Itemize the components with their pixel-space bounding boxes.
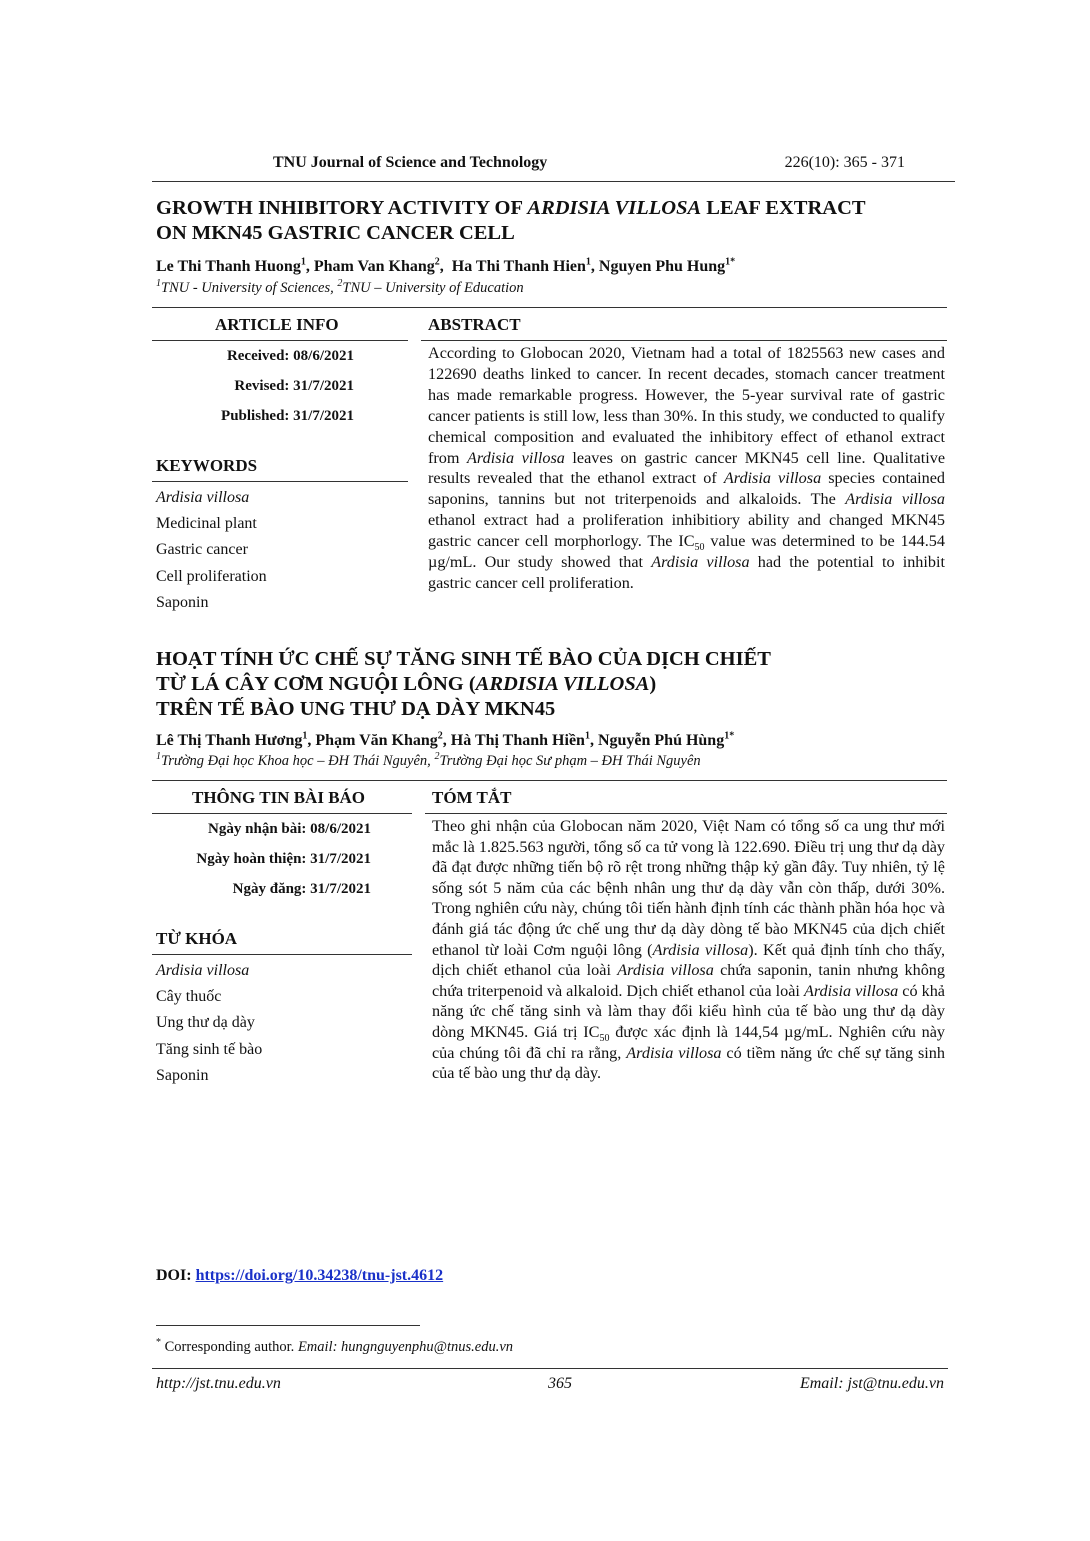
keyword: Saponin xyxy=(156,594,209,611)
volume-pages: 226(10): 365 - 371 xyxy=(784,154,905,171)
published-date: Published: 31/7/2021 xyxy=(221,408,354,424)
author-email: hungnguyenphu@tnus.edu.vn xyxy=(341,1339,514,1355)
abstract-heading: TÓM TẮT xyxy=(432,788,512,807)
english-affiliations: $^1$TNU - University of Sciences, $^2$TNU – University of Education xyxy=(156,278,524,296)
journal-name: TNU Journal of Science and Technology xyxy=(273,154,548,171)
divider xyxy=(152,307,947,308)
footer-url: http://jst.tnu.edu.vn xyxy=(156,1375,281,1392)
english-authors: Le Thi Thanh Huong$^1$, Pham Van Khang$^2$, Ha Thi Thanh Hien$^1$, Nguyen Phu Hung$^{1*}$ xyxy=(156,256,736,275)
vietnamese-authors: Lê Thị Thanh Hương$^1$, Phạm Văn Khang$^2$, Hà Thị Thanh Hiền$^1$, Nguyễn Phú Hùng$^{1*}$ xyxy=(156,730,735,749)
page-number: 365 xyxy=(548,1375,572,1392)
divider xyxy=(152,813,412,814)
keyword: Ardisia villosa xyxy=(156,489,250,506)
keyword: Tăng sinh tế bào xyxy=(156,1041,263,1058)
vietnamese-affiliations: $^1$Trường Đại học Khoa học – ĐH Thái Nguyên, $^2$Trường Đại học Sư phạm – ĐH Thái Nguyên xyxy=(156,751,701,769)
keyword: Medicinal plant xyxy=(156,515,257,532)
revised-date: Ngày hoàn thiện: 31/7/2021 xyxy=(196,851,371,867)
header-divider xyxy=(152,181,955,182)
keyword: Gastric cancer xyxy=(156,541,248,558)
footer-email: Email: jst@tnu.edu.vn xyxy=(799,1375,944,1392)
article-info-heading: THÔNG TIN BÀI BÁO xyxy=(192,788,366,807)
keyword: Cell proliferation xyxy=(156,568,267,585)
keyword: Ung thư dạ dày xyxy=(156,1014,255,1031)
vietnamese-abstract: Theo ghi nhận của Globocan năm 2020, Việt Nam có tổng số ca ung thư mới mắc là 1.825.563 người, tổng số ca tử vong là 122.690. Điều trị ung thư dạ dày đã đạt được những tiến bộ rõ rệt trong những thập kỷ gần đây. Tuy nhiên, tỷ lệ sống sót 5 năm của các bệnh nhân ung thư dạ dày vẫn còn thấp, dưới 30%. Trong nghiên cứu này, chúng tôi tiến hành định tính các thành phần hóa học và đánh giá tác động ức chế ung thư dạ dày dòng tế bào MKN45 của dịch chiết ethanol từ loài Cơm nguội lông (Ardisia villosa). Kết quả định tính cho thấy, dịch chiết ethanol của loài Ardisia villosa chứa saponin, tanin nhưng không chứa triterpenoid và alkaloid. Dịch chiết ethanol của loài Ardisia villosa có khả năng ức chế tăng sinh và làm thay đổi kiểu hình của tế bào ung thư dạ dày dòng MKN45. Giá trị $IC_{50}$ được xác định là 144,54 µg/mL. Nghiên cứu này của chúng tôi đã chỉ ra rằng, Ardisia villosa có tiềm năng ức chế sự tăng sinh của tế bào ung thư dạ dày. xyxy=(432,817,945,1083)
keywords-heading: KEYWORDS xyxy=(156,456,258,475)
received-date: Received: 08/6/2021 xyxy=(226,348,354,364)
divider xyxy=(152,954,412,955)
divider xyxy=(152,780,947,781)
keyword: Ardisia villosa xyxy=(156,962,250,979)
doi-link[interactable]: https://doi.org/10.34238/tnu-jst.4612 xyxy=(195,1267,444,1284)
keyword: Saponin xyxy=(156,1067,209,1084)
keyword: Cây thuốc xyxy=(156,988,222,1005)
corresponding-author-note: * Corresponding author. Email: hungnguyenphu@tnus.edu.vn xyxy=(156,1337,514,1355)
species-name: ARDISIA VILLOSA xyxy=(527,197,702,219)
footnote-divider xyxy=(156,1325,420,1326)
divider xyxy=(152,481,408,482)
keywords-heading: TỪ KHÓA xyxy=(156,929,238,948)
divider xyxy=(425,813,947,814)
divider xyxy=(421,340,947,341)
divider xyxy=(152,340,408,341)
species-name: ARDISIA VILLOSA xyxy=(475,673,650,695)
english-abstract: According to Globocan 2020, Vietnam had a total of 1825563 new cases and 122690 deaths linked to cancer. In recent decades, stomach cancer treatment has made remarkable progress. However, the 5-year survival rate of gastric cancer patients is still low, less than 30%. In this study, we conducted to qualify chemical composition and evaluated the inhibitory effect of ethanol extract from Ardisia villosa leaves on gastric cancer MKN45 cell line. Qualitative results revealed that the ethanol extract of Ardisia villosa species contained saponins, tannins but not triterpenoids and alkaloids. The Ardisia villosa ethanol extract had a proliferation inhibitiory ability and changed MKN45 gastric cancer cell morphorlogy. The $IC_{50}$ value was determined to be 144.54 µg/mL. Our study showed that Ardisia villosa had the potential to inhibit gastric cancer cell proliferation. xyxy=(428,344,946,592)
running-header xyxy=(155,152,955,178)
published-date: Ngày đăng: 31/7/2021 xyxy=(232,881,371,897)
doi-line: DOI: https://doi.org/10.34238/tnu-jst.4612 xyxy=(156,1267,444,1284)
abstract-heading: ABSTRACT xyxy=(428,315,521,334)
revised-date: Revised: 31/7/2021 xyxy=(234,378,354,394)
vietnamese-title: HOẠT TÍNH ỨC CHẾ SỰ TĂNG SINH TẾ BÀO CỦA DỊCH CHIẾT TỪ LÁ CÂY CƠM NGUỘI LÔNG (ARDISIA VILLOSA) TRÊN TẾ BÀO UNG THƯ DẠ DÀY MKN45 xyxy=(156,648,771,720)
received-date: Ngày nhận bài: 08/6/2021 xyxy=(208,821,371,837)
footer-divider xyxy=(152,1368,948,1369)
article-info-heading: ARTICLE INFO xyxy=(215,315,339,334)
english-title: GROWTH INHIBITORY ACTIVITY OF ARDISIA VILLOSA LEAF EXTRACT ON MKN45 GASTRIC CANCER CELL xyxy=(156,197,866,244)
